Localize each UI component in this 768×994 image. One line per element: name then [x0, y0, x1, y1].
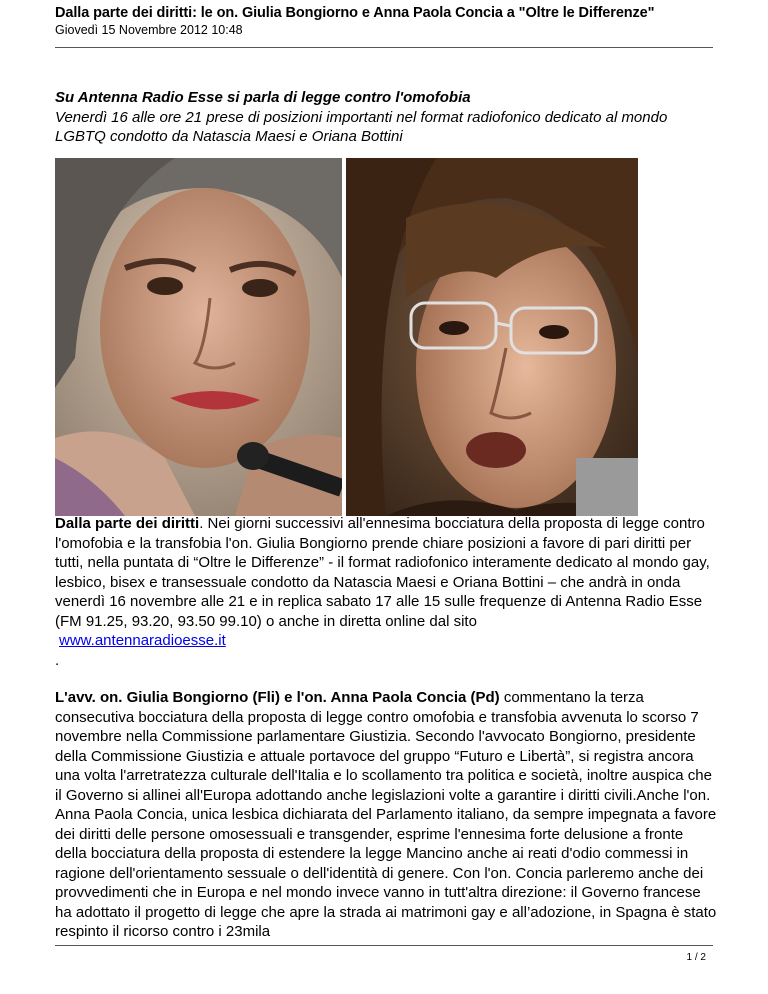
footer-divider — [55, 945, 713, 946]
photo-pair — [55, 158, 638, 516]
lead-section — [55, 88, 715, 146]
antenna-radio-esse-link[interactable]: www.antennaradioesse.it — [59, 632, 226, 649]
giulia-bongiorno-photo — [346, 158, 638, 516]
lead-subtitle: Venerdì 16 alle ore 21 prese di posizioni importanti nel format radiofonico dedicato al mondo LGBTQ condotto da Natascia Maesi e Oriana Bottini — [55, 109, 668, 145]
article-paragraph-2 — [55, 688, 717, 942]
article-paragraph-1 — [55, 514, 717, 670]
page-header — [55, 4, 715, 38]
article-body — [55, 514, 717, 942]
paragraph-2-bold-lead: L'avv. on. Giulia Bongiorno (Fli) e l'on. Anna Paola Concia (Pd) — [55, 689, 500, 706]
anna-paola-concia-photo — [55, 158, 342, 516]
paragraph-2-text: commentano la terza consecutiva bocciatura della proposta di legge contro omofobia e transfobia avvenuta lo scorso 7 novembre nella Commissione parlamentare Giustizia. Secondo l'avvocato Bongiorno, presidente della Commissione Giustizia e attuale portavoce del gruppo “Futuro e Libertà”, si registra ancora una volta l'arretratezza culturale dell'Italia e lo scollamento tra politica e società, inoltre auspica che il Governo si allinei all'Europa adottando anche legislazioni volte a garantire i diritti civili.Anche l'on. Anna Paola Concia, unica lesbica dichiarata del Parlamento italiano, da sempre impegnata a favore dei diritti delle persone omosessuali e transgender, esprime l'ennesima forte delusione a fronte della bocciatura della proposta di estendere la legge Mancino anche ai reati d'odio commessi in ragione dell'orientamento sessuale o dell'identità di genere. Con l'on. Concia parleremo anche dei provvedimenti che in Europa e nel mondo invece vanno in tutt'altra direzione: il Governo francese ha adottato il progetto di legge che apre la strada ai matrimoni gay e all’adozione, in Spagna è stato respinto il ricorso contro i 23mila — [55, 689, 717, 940]
paragraph-1-end-dot: . — [55, 651, 60, 669]
document-title: Dalla parte dei diritti: le on. Giulia Bongiorno e Anna Paola Concia a "Oltre le Differenze" — [55, 5, 655, 21]
link-line — [55, 631, 717, 651]
page-number: 1 / 2 — [686, 952, 706, 963]
paragraph-1-text: . Nei giorni successivi all'ennesima bocciatura della proposta di legge contro l'omofobia e la transfobia l'on. Giulia Bongiorno prende chiare posizioni a favore di pari diritti per tutti, nella puntata di “Oltre le Differenze” - il format radiofonico interamente dedicato al mondo gay, lesbico, bisex e transessuale condotto da Natascia Maesi e Oriana Bottini – che andrà in onda venerdì 16 novembre alle 21 e in replica sabato 17 alle 15 sulle frequenze di Antenna Radio Esse (FM 91.25, 93.20, 93.50 99.10) o anche in diretta online dal sito — [55, 515, 710, 630]
header-divider — [55, 47, 713, 48]
lead-title: Su Antenna Radio Esse si parla di legge contro l'omofobia — [55, 89, 471, 106]
paragraph-1-bold-lead: Dalla parte dei diritti — [55, 515, 200, 532]
document-date: Giovedì 15 Novembre 2012 10:48 — [55, 23, 243, 37]
